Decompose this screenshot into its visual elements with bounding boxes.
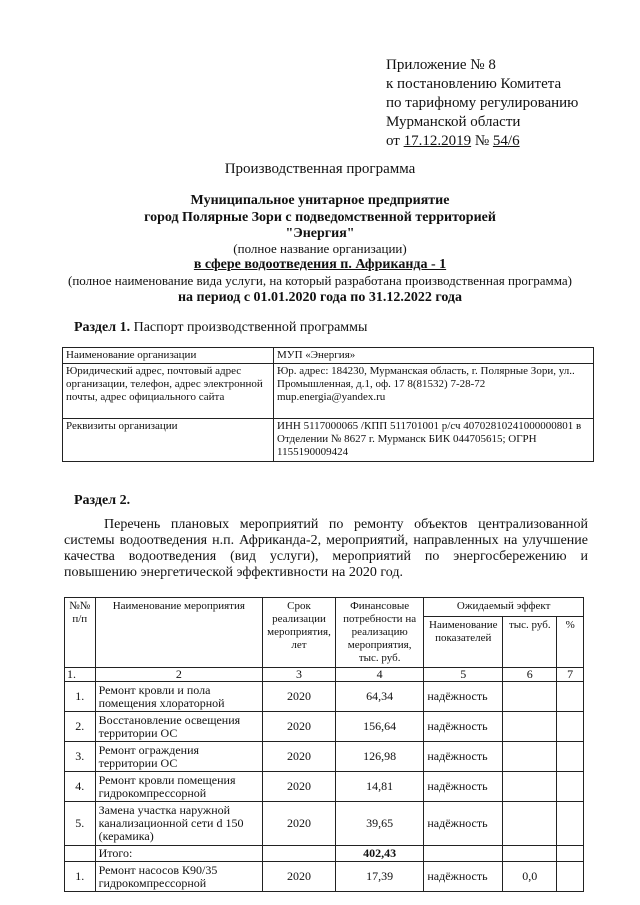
row-num: 1. — [65, 682, 96, 712]
org-name-line: "Энергия" — [285, 226, 355, 241]
header-row — [65, 598, 584, 617]
column-number-row — [65, 668, 584, 682]
passport-value: Юр. адрес: 184230, Мурманская область, г. Полярные Зори, ул.. Промышленная, д.1, оф. 17 8(81532) 7-28-72 mup.energia@yandex.ru — [274, 364, 594, 419]
table-row — [65, 772, 584, 802]
appendix-line: по тарифному регулированию — [386, 95, 579, 111]
measure-indicator: надёжность — [424, 862, 503, 892]
measure-term: 2020 — [263, 802, 336, 846]
measure-name: Замена участка наружной канализационной сети d 150 (керамика) — [95, 802, 262, 846]
row-num: 4. — [65, 772, 96, 802]
appendix-line: Приложение № 8 — [386, 57, 496, 73]
measure-name: Ремонт кровли и пола помещения хлораторной — [95, 682, 262, 712]
passport-table — [62, 347, 594, 462]
passport-value: ИНН 5117000065 /КПП 511701001 р/сч 40702810241000000801 в Отделении № 8627 г. Мурманск БИК 044705615; ОГРН 1155190009424 — [274, 419, 594, 462]
total-row — [65, 846, 584, 862]
document-title: Производственная программа — [224, 161, 416, 177]
col-number: 5 — [424, 668, 503, 682]
passport-value: МУП «Энергия» — [274, 348, 594, 364]
number-sign: № — [474, 133, 490, 149]
section-1-label: Раздел 1. — [74, 320, 131, 335]
org-name-line: Муниципальное унитарное предприятие — [190, 193, 450, 208]
table-row — [63, 419, 594, 462]
appendix-line: Мурманской области — [386, 114, 521, 130]
total-label: Итого: — [95, 846, 262, 862]
passport-label: Реквизиты организации — [63, 419, 274, 462]
col-header-name: Наименование мероприятия — [95, 598, 262, 668]
col-number: 6 — [503, 668, 557, 682]
col-number: 3 — [263, 668, 336, 682]
measure-term: 2020 — [263, 742, 336, 772]
measure-rub — [503, 772, 557, 802]
measure-rub — [503, 802, 557, 846]
measure-pct — [557, 742, 584, 772]
passport-label: Наименование организации — [63, 348, 274, 364]
measure-cost: 126,98 — [335, 742, 423, 772]
measure-name: Ремонт насосов К90/35 гидрокомпрессорной — [95, 862, 262, 892]
service-sphere: в сфере водоотведения п. Африканда - 1 — [193, 257, 447, 272]
measure-term: 2020 — [263, 862, 336, 892]
table-row — [65, 742, 584, 772]
org-name-line: город Полярные Зори с подведомственной территорией — [144, 210, 496, 225]
measure-pct — [557, 802, 584, 846]
measure-name: Ремонт ограждения территории ОС — [95, 742, 262, 772]
section-1-title: Паспорт производственной программы — [133, 320, 368, 335]
total-value: 402,43 — [335, 846, 423, 862]
col-number: 1. — [65, 668, 96, 682]
measure-cost: 17,39 — [335, 862, 423, 892]
measure-pct — [557, 862, 584, 892]
measure-rub — [503, 712, 557, 742]
measure-cost: 64,34 — [335, 682, 423, 712]
row-num: 5. — [65, 802, 96, 846]
appendix-block — [386, 56, 578, 151]
col-header-finance: Финансовые потребности на реализацию мероприятия, тыс. руб. — [335, 598, 423, 668]
measures-table — [64, 597, 584, 892]
col-header-rub: тыс. руб. — [503, 617, 557, 668]
measure-indicator: надёжность — [424, 712, 503, 742]
section-2-heading: Раздел 2. — [74, 493, 131, 508]
table-row — [63, 348, 594, 364]
col-number: 2 — [95, 668, 262, 682]
row-num: 3. — [65, 742, 96, 772]
measure-rub — [503, 682, 557, 712]
date-prefix: от — [386, 133, 400, 149]
measure-rub: 0,0 — [503, 862, 557, 892]
col-header-term: Срок реализации мероприятия, лет — [263, 598, 336, 668]
measure-indicator: надёжность — [424, 802, 503, 846]
row-num: 2. — [65, 712, 96, 742]
measure-indicator: надёжность — [424, 682, 503, 712]
measure-term: 2020 — [263, 712, 336, 742]
measure-cost: 14,81 — [335, 772, 423, 802]
program-period: на период с 01.01.2020 года по 31.12.2022 года — [177, 290, 463, 305]
col-header-num: №№ п/п — [65, 598, 96, 668]
measure-term: 2020 — [263, 772, 336, 802]
measures-description — [64, 517, 588, 581]
measure-pct — [557, 682, 584, 712]
col-number: 7 — [557, 668, 584, 682]
table-row — [63, 364, 594, 419]
col-header-indicator: Наименование показателей — [424, 617, 503, 668]
passport-label: Юридический адрес, почтовый адрес организации, телефон, адрес электронной почты, адрес официального сайта — [63, 364, 274, 419]
table-row — [65, 682, 584, 712]
row-num: 1. — [65, 862, 96, 892]
col-number: 4 — [335, 668, 423, 682]
measure-name: Ремонт кровли помещения гидрокомпрессорной — [95, 772, 262, 802]
appendix-line: к постановлению Комитета — [386, 76, 562, 92]
measure-rub — [503, 742, 557, 772]
measure-indicator: надёжность — [424, 772, 503, 802]
service-note: (полное наименование вида услуги, на который разработана производственная программа) — [68, 273, 572, 288]
paragraph-text: Перечень плановых мероприятий по ремонту объектов централизованной системы водоотведения н.п. Африканда-2, мероприятий, направленных на улучшение качества водоотведения (вид услуги), мероприятий по энергосбережению и повышению энергетической эффективности на 2020 год. — [64, 517, 588, 580]
appendix-number: 54/6 — [492, 133, 520, 149]
col-header-effect: Ожидаемый эффект — [424, 598, 584, 617]
measure-cost: 156,64 — [335, 712, 423, 742]
table-row — [65, 712, 584, 742]
measure-pct — [557, 772, 584, 802]
measure-indicator: надёжность — [424, 742, 503, 772]
measure-cost: 39,65 — [335, 802, 423, 846]
table-row — [65, 862, 584, 892]
table-row — [65, 802, 584, 846]
appendix-date: 17.12.2019 — [403, 133, 472, 149]
section-1-heading — [74, 320, 367, 336]
measure-pct — [557, 712, 584, 742]
measure-term: 2020 — [263, 682, 336, 712]
appendix-date-line — [386, 132, 578, 151]
org-note: (полное название организации) — [233, 241, 407, 256]
measure-name: Восстановление освещения территории ОС — [95, 712, 262, 742]
col-header-pct: % — [557, 617, 584, 668]
